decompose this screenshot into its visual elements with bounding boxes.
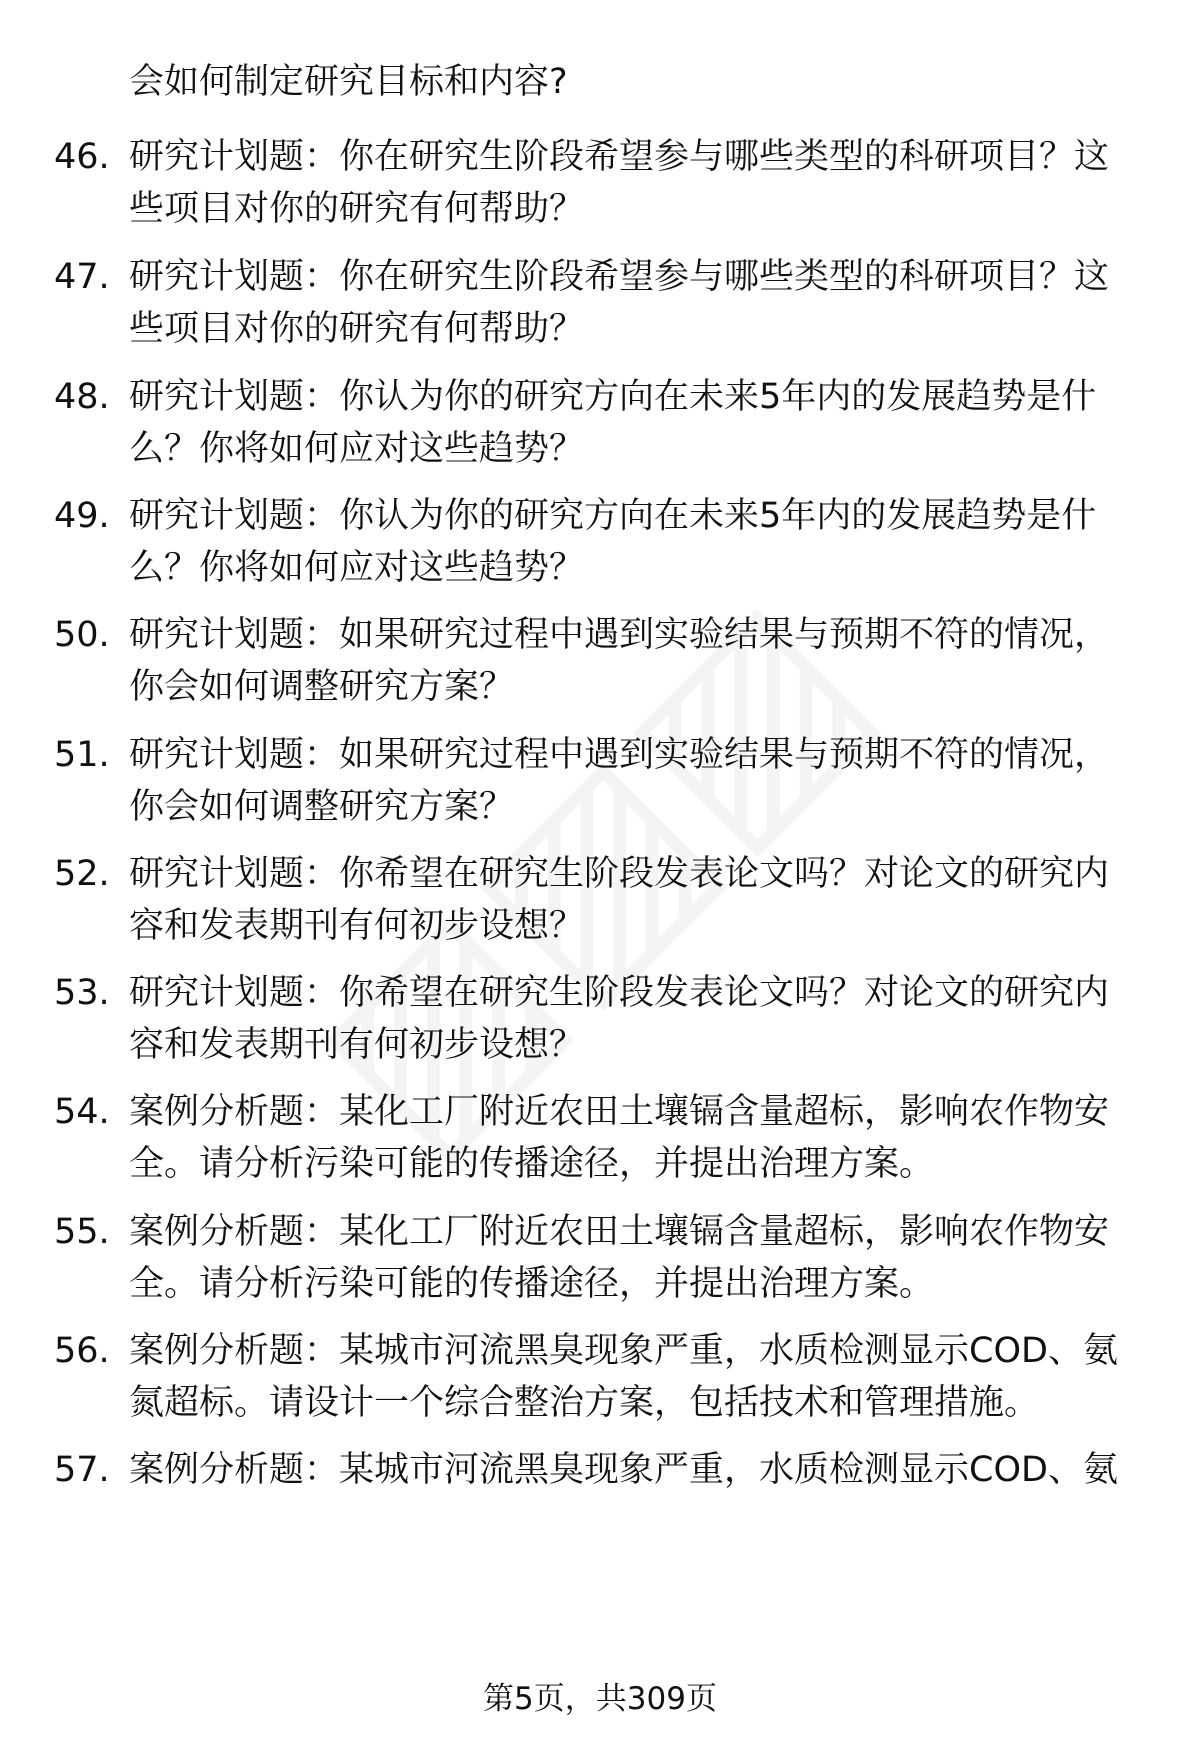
- question-text: 研究计划题：你希望在研究生阶段发表论文吗？对论文的研究内 容和发表期刊有何初步设想？: [129, 854, 1110, 946]
- question-item: [0, 131, 1200, 235]
- question-item: [0, 609, 1200, 713]
- question-number: 53.: [54, 973, 110, 1013]
- question-text: 研究计划题：如果研究过程中遇到实验结果与预期不符的情况， 你会如何调整研究方案？: [129, 615, 1110, 707]
- question-item: [0, 371, 1200, 475]
- question-number: 46.: [54, 137, 110, 177]
- question-number: 49.: [54, 496, 110, 536]
- question-number: 55.: [54, 1212, 110, 1252]
- question-item: [0, 1444, 1200, 1496]
- question-number: 50.: [54, 615, 110, 655]
- question-item: [0, 251, 1200, 355]
- continuation-line: 会如何制定研究目标和内容?: [129, 62, 568, 102]
- question-text: 案例分析题：某城市河流黑臭现象严重，水质检测显示COD、氨 氮超标。请设计一个综合整治方案，包括技术和管理措施。: [129, 1331, 1118, 1423]
- question-text: 研究计划题：你认为你的研究方向在未来5年内的发展趋势是什 么？你将如何应对这些趋势？: [129, 377, 1097, 469]
- question-number: 56.: [54, 1331, 110, 1371]
- question-number: 52.: [54, 854, 110, 894]
- page-footer: 第5页，共309页: [483, 1681, 717, 1717]
- question-item: [0, 729, 1200, 833]
- question-number: 57.: [54, 1450, 110, 1490]
- question-text: 案例分析题：某城市河流黑臭现象严重，水质检测显示COD、氨: [129, 1450, 1118, 1490]
- question-item: [0, 1086, 1200, 1190]
- question-number: 51.: [54, 735, 110, 775]
- question-number: 54.: [54, 1092, 110, 1132]
- question-item: [0, 1325, 1200, 1429]
- question-text: 研究计划题：你在研究生阶段希望参与哪些类型的科研项目？这 些项目对你的研究有何帮助？: [129, 137, 1110, 229]
- question-text: 研究计划题：你认为你的研究方向在未来5年内的发展趋势是什 么？你将如何应对这些趋势？: [129, 496, 1097, 588]
- question-item: [0, 967, 1200, 1071]
- question-text: 案例分析题：某化工厂附近农田土壤镉含量超标，影响农作物安 全。请分析污染可能的传播途径，并提出治理方案。: [129, 1092, 1110, 1184]
- question-item: [0, 490, 1200, 594]
- question-text: 案例分析题：某化工厂附近农田土壤镉含量超标，影响农作物安 全。请分析污染可能的传播途径，并提出治理方案。: [129, 1212, 1110, 1304]
- question-text: 研究计划题：如果研究过程中遇到实验结果与预期不符的情况， 你会如何调整研究方案？: [129, 735, 1110, 827]
- question-text: 研究计划题：你希望在研究生阶段发表论文吗？对论文的研究内 容和发表期刊有何初步设想？: [129, 973, 1110, 1065]
- question-number: 48.: [54, 377, 110, 417]
- question-number: 47.: [54, 257, 110, 297]
- question-item: [0, 1206, 1200, 1310]
- question-text: 研究计划题：你在研究生阶段希望参与哪些类型的科研项目？这 些项目对你的研究有何帮助？: [129, 257, 1110, 349]
- question-item: [0, 848, 1200, 952]
